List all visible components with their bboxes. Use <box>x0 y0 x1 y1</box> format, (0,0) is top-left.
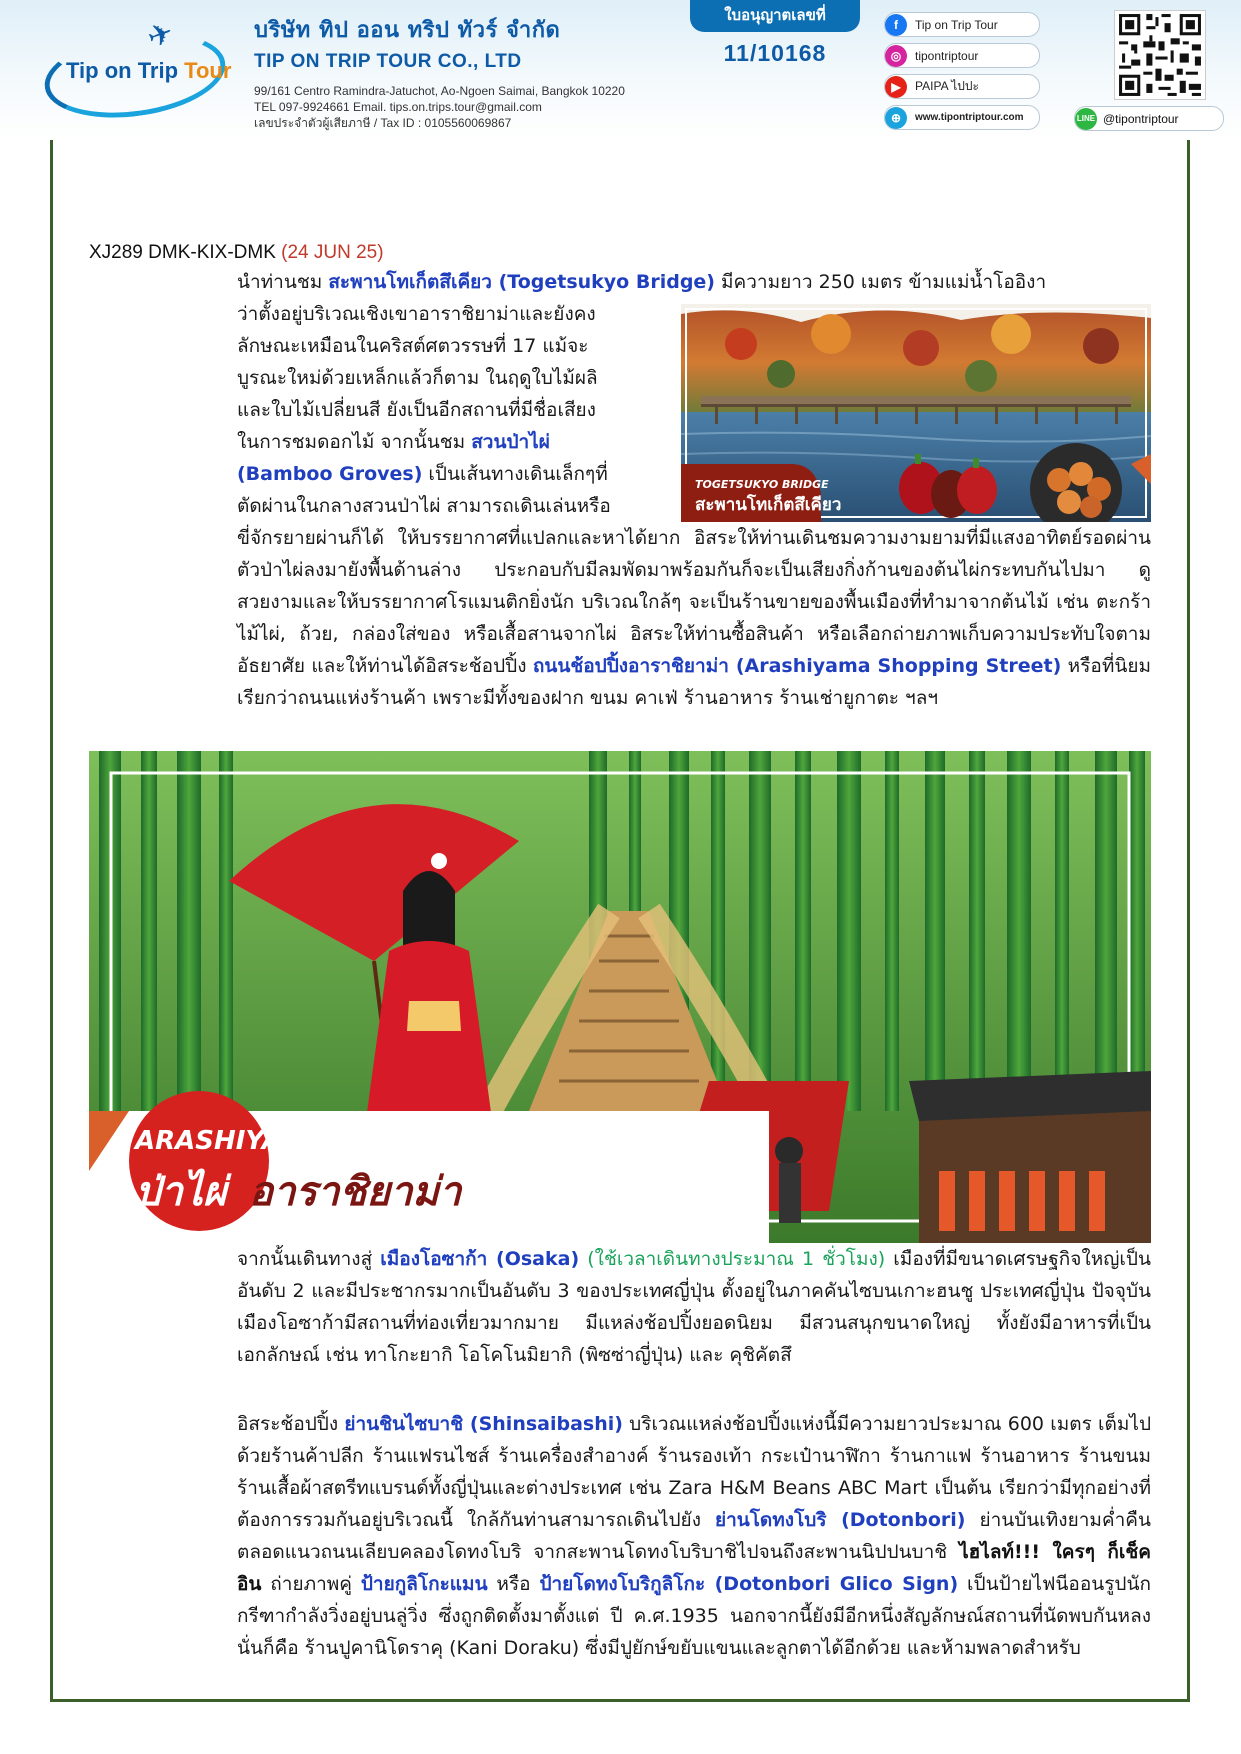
qr-code[interactable] <box>1114 10 1206 100</box>
highlight-bamboo-en: (Bamboo Groves) <box>237 463 423 485</box>
para-line: ลักษณะเหมือนในคริสต์ศตวรรษที่ 17 แม้จะ <box>237 335 589 357</box>
para-line: บูรณะใหม่ด้วยเหล็กแล้วก็ตาม ในฤดูใบไม้ผลิ <box>237 367 598 389</box>
logo-text: Tip on Trip Tour <box>66 58 232 83</box>
company-contact: TEL 097-9924661 Email. tips.on.trips.tour@gmail.com <box>254 100 542 114</box>
company-name-th: บริษัท ทิป ออน ทริป ทัวร์ จำกัด <box>254 18 561 43</box>
shinsaibashi-dotonbori-paragraph: อิสระช้อปปิ้ง ย่านชินไซบาชิ (Shinsaibashi) บริเวณแหล่งช้อปปิ้งแห่งนี้มีความยาวประมาณ 600 เมตร เต็มไปด้วยร้านค้าปลีก ร้านแฟรนไชส์ ร้านเครื่องสำอางค์ ร้านรองเท้า กระเป๋านาฬิกา ร้านกาแฟ ร้านอาหาร ร้านขนม ร้านเสื้อผ้าสตรีทแบรนด์ทั้งญี่ปุ่นและต่างประเทศ เช่น Zara H&M Beans ABC Mart เป็นต้น เรียกว่ามีทุกอย่างที่ต้องการรวมกันอยู่บริเวณนี้ ใกล้กันท่านสามารถเดินไปยัง ย่านโดทงโบริ (Dotonbori) ย่านบันเทิงยามค่ำคืนตลอดแนวถนนเลียบคลองโดทงโบริ จากสะพานโดทงโบริบาชิไปจนถึงสะพานนิปปนบาชิ ไฮไลท์!!! ใครๆ ก็เช็คอิน ถ่ายภาพคู่ ป้ายกูลิโกะแมน หรือ ป้ายโดทงโบริกูลิโกะ (Dotonbori Glico Sign) เป็นป้ายไฟนีออนรูปนักกรีฑากำลังวิ่งอยู่บนลู่วิ่ง ซึ่งถูกติดตั้งมาตั้งแต่ ปี ค.ศ.1935 นอกจากนี้ยังมีอีกหนึ่งสัญลักษณ์สถานที่นัดพบกันหลง นั่นก็คือ ร้านปูคานิโดราคุ (Kani Doraku) ซึ่งมีปูยักษ์ขยับแขนและลูกตาได้อีกด้วย และห้ามพลาดสำหรับ <box>237 1413 1151 1659</box>
company-logo <box>44 14 232 120</box>
program-code <box>89 242 384 264</box>
social-label: tipontriptour <box>915 48 979 63</box>
svg-text:TOGETSUKYO BRIDGE: TOGETSUKYO BRIDGE <box>695 478 829 491</box>
highlight-checkin: ไฮไลท์!!! ใครๆ ก็เช็คอิน <box>237 1541 1151 1595</box>
social-links <box>884 12 1040 136</box>
highlight-osaka: เมืองโอซาก้า (Osaka) <box>380 1248 580 1270</box>
highlight-shinsaibashi: ย่านชินไซบาชิ (Shinsaibashi) <box>344 1413 623 1435</box>
letterhead <box>0 0 1241 140</box>
osaka-paragraph: จากนั้นเดินทางสู่ เมืองโอซาก้า (Osaka) (ใช้เวลาเดินทางประมาณ 1 ชั่วโมง) เมืองที่มีขนาดเศรษฐกิจใหญ่เป็นอันดับ 2 และมีประชากรมากเป็นอันดับ 3 ของประเทศญี่ปุ่น ตั้งอยู่ในภาคคันไซบนเกาะฮนชู ประเทศญี่ปุ่น ปัจจุบันเมืองโอซาก้ามีสถานที่ท่องเที่ยวมากมาย มีแหล่งช้อปปิ้งยอดนิยม มีสวนสนุกขนาดใหญ่ ทั้งยังมีอาหารที่เป็นเอกลักษณ์ เช่น ทาโกะยากิ โอโคโนมิยากิ (พิซซ่าญี่ปุ่น) และ คุชิคัตสึ <box>237 1248 1151 1366</box>
line-app-icon: LINE <box>1075 108 1097 130</box>
togetsukyo-bridge-photo <box>681 304 1151 522</box>
highlight-glicoman: ป้ายกูลิโกะแมน <box>360 1573 488 1595</box>
social-label: PAIPA ไปปะ <box>915 79 979 93</box>
company-address: 99/161 Centro Ramindra-Jatuchot, Ao-Ngoen Saimai, Bangkok 10220 <box>254 84 625 98</box>
highlight-arashiyama-street: ถนนช้อปปิ้งอาราชิยาม่า (Arashiyama Shopping Street) <box>532 655 1062 677</box>
highlight-glico-sign: ป้ายโดทงโบริกูลิโกะ (Dotonbori Glico Sign) <box>539 1573 959 1595</box>
para-line: ว่าตั้งอยู่บริเวณเชิงเขาอาราชิยาม่าและยังคง <box>237 303 596 325</box>
license-label: ใบอนุญาตเลขที่ <box>690 0 860 32</box>
airplane-icon: ✈ <box>142 14 179 57</box>
para-line: นำท่านชม สะพานโทเก็ตสึเคียว (Togetsukyo Bridge) มีความยาว 250 เมตร ข้ามแม่น้ำโออิงา <box>237 271 1047 293</box>
program-date: (24 JUN 25) <box>281 242 384 263</box>
social-facebook[interactable] <box>884 12 1040 37</box>
svg-text:ป่าไผ่: ป่าไผ่ <box>135 1169 227 1215</box>
highlight-togetsukyo: สะพานโทเก็ตสึเคียว (Togetsukyo Bridge) <box>328 271 715 293</box>
company-tax-id: เลขประจำตัวผู้เสียภาษี / Tax ID : 0105560069867 <box>254 116 512 130</box>
program-route: XJ289 DMK-KIX-DMK <box>89 242 282 263</box>
travel-time-note: (ใช้เวลาเดินทางประมาณ 1 ชั่วโมง) <box>579 1248 886 1270</box>
company-info <box>254 12 625 131</box>
company-name-en: TIP ON TRIP TOUR CO., LTD <box>254 51 522 72</box>
para-line: ตัดผ่านในกลางสวนป่าไผ่ สามารถเดินเล่นหรือ <box>237 495 611 517</box>
social-instagram[interactable] <box>884 43 1040 68</box>
instagram-icon: ◎ <box>885 45 907 67</box>
para-body: ขี่จักรยายผ่านก็ได้ ให้บรรยากาศที่แปลกและหาได้ยาก อิสระให้ท่านเดินชมความงามยามที่มีแสงอาทิตย์รอดผ่านตัวป่าไผ่ลงมายังพื้นด้านล่าง ประกอบกับมีลมพัดมาพร้อมกันก็จะเป็นเสียงกิ่งก้านของต้นไผ่กระทบกันไปมา ดูสวยงามและให้บรรยากาศโรแมนติกยิ่งนัก บริเวณใกล้ๆ จะเป็นร้านขายของพื้นเมืองที่ทำมาจากต้นไม้ เช่น ตะกร้าไม้ไผ่, ถ้วย, กล่องใส่ของ หรือเสื้อสานจากไผ่ อิสระให้ท่านซื้อสินค้า หรือเลือกถ่ายภาพเก็บความประทับใจตามอัธยาศัย และให้ท่านได้อิสระช้อปปิ้ง ถนนช้อปปิ้งอาราชิยาม่า (Arashiyama Shopping Street) หรือที่นิยมเรียกว่าถนนแห่งร้านค้า เพราะมีทั้งของฝาก ขนม คาเฟ่ ร้านอาหาร ร้านเช่ายูกาตะ ฯลฯ <box>237 527 1151 709</box>
social-label: Tip on Trip Tour <box>915 17 998 32</box>
globe-icon: ⊕ <box>885 107 907 129</box>
social-label: www.tipontriptour.com <box>915 112 1024 123</box>
para-line: (Bamboo Groves) เป็นเส้นทางเดินเล็กๆที่ <box>237 463 608 485</box>
social-label: @tipontriptour <box>1103 111 1179 126</box>
svg-text:อาราชิยาม่า: อาราชิยาม่า <box>249 1169 462 1215</box>
social-website[interactable] <box>884 105 1040 130</box>
para-line: และใบไม้เปลี่ยนสี ยังเป็นอีกสถานที่มีชื่อเสียง <box>237 399 596 421</box>
facebook-icon: f <box>885 14 907 36</box>
svg-text:ARASHIYAMA BAMBOO GROVES: ARASHIYAMA BAMBOO GROVES <box>135 1126 595 1156</box>
highlight-bamboo-th: สวนป่าไผ่ <box>471 431 550 453</box>
license-box <box>690 0 860 70</box>
para-line: ในการชมดอกไม้ จากนั้นชม สวนป่าไผ่ <box>237 431 550 453</box>
youtube-icon: ▶ <box>885 76 907 98</box>
social-youtube[interactable] <box>884 74 1040 99</box>
highlight-dotonbori: ย่านโดทงโบริ (Dotonbori) <box>714 1509 966 1531</box>
arashiyama-bamboo-photo <box>89 751 1151 1243</box>
svg-text:สะพานโทเก็ตสึเคียว: สะพานโทเก็ตสึเคียว <box>695 495 842 515</box>
license-number: 11/10168 <box>723 40 827 66</box>
social-line[interactable] <box>1074 106 1224 131</box>
